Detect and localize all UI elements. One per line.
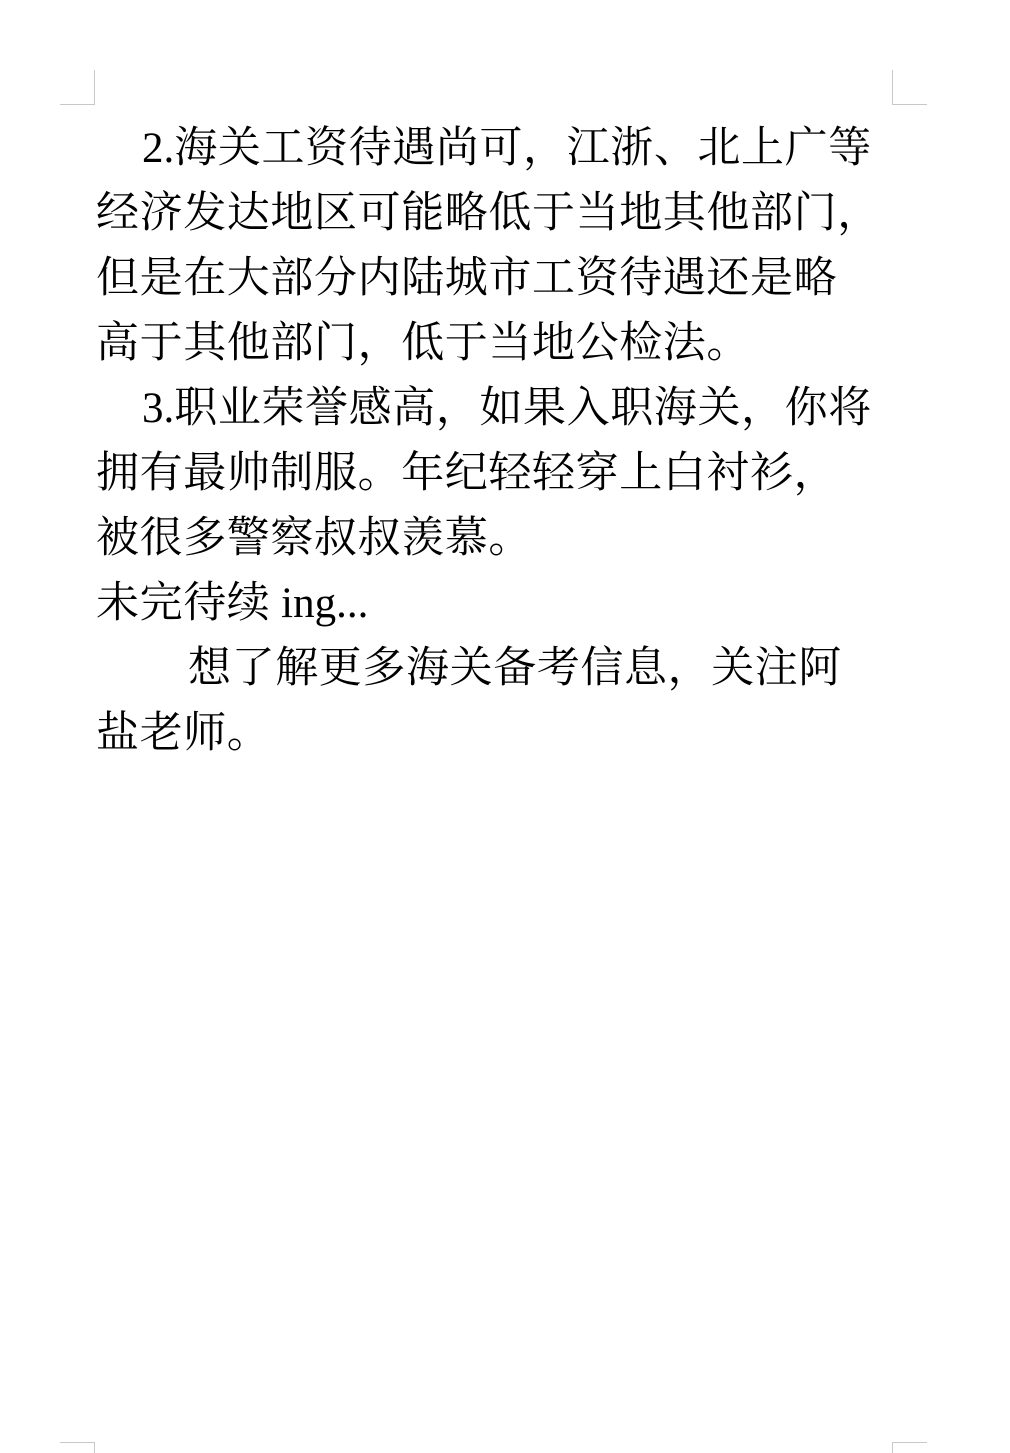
document-body xyxy=(96,116,896,766)
list-number: 2. xyxy=(142,125,175,172)
paragraph-honor-line-2: 拥有最帅制服。年纪轻轻穿上白衬衫， xyxy=(96,448,838,498)
margin-mark-top-right xyxy=(892,70,927,105)
follow-note-line-2: 盐老师。 xyxy=(96,708,271,758)
list-number: 3. xyxy=(142,385,175,432)
to-be-continued-line xyxy=(96,571,896,636)
to-be-continued-text: 未完待续 xyxy=(96,578,271,628)
paragraph-honor-line-1 xyxy=(96,376,896,441)
paragraph-text: 海关工资待遇尚可，江浙、北上广等 xyxy=(174,123,872,173)
follow-note-line-1: 想了解更多海关备考信息，关注阿 xyxy=(188,643,842,693)
to-be-continued-suffix: ing... xyxy=(270,580,369,627)
paragraph-salary-line-3: 但是在大部分内陆城市工资待遇还是略 xyxy=(96,253,838,303)
paragraph-text: 职业荣誉感高，如果入职海关，你将 xyxy=(174,383,872,433)
paragraph-honor-line-3: 被很多警察叔叔羡慕。 xyxy=(96,513,532,563)
paragraph-salary-line-2: 经济发达地区可能略低于当地其他部门， xyxy=(96,188,881,238)
margin-mark-top-left xyxy=(60,70,95,105)
paragraph-salary-line-4: 高于其他部门，低于当地公检法。 xyxy=(96,318,750,368)
paragraph-salary-line-1 xyxy=(96,116,896,181)
